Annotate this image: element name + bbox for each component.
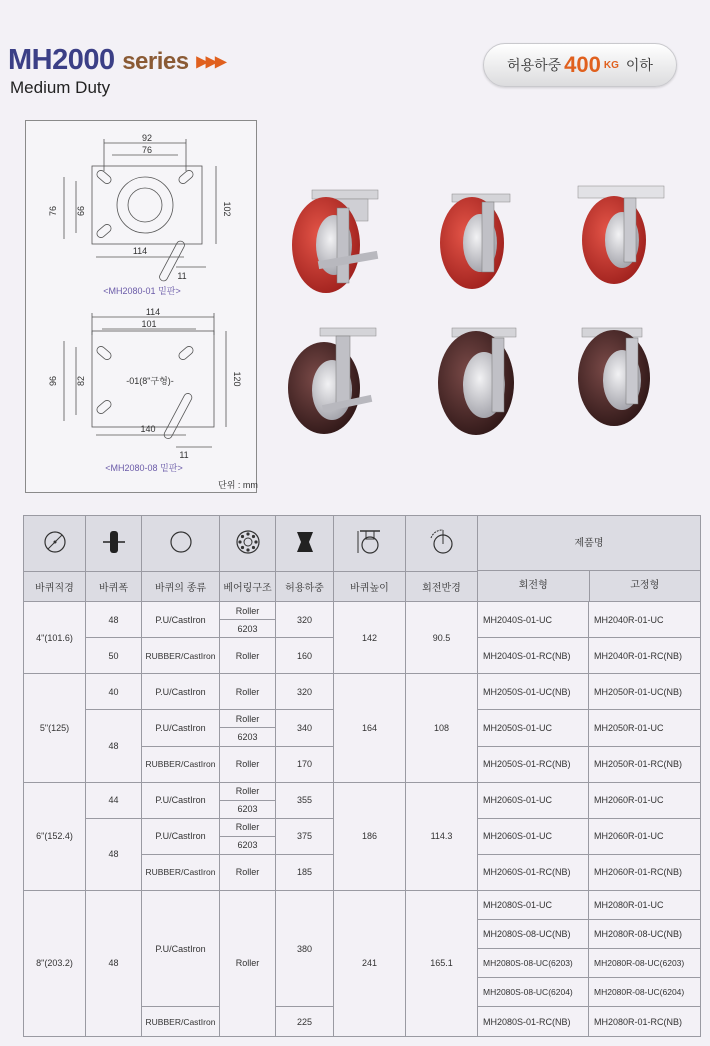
cell-swivel-product: MH2040S-01-RC(NB)	[478, 638, 589, 674]
cell-height: 164	[334, 674, 406, 782]
cell-rigid-product: MH2080R-08-UC(NB)	[589, 920, 701, 949]
cell-bearing: 6203	[220, 728, 276, 746]
product-name-header	[478, 516, 701, 602]
cell-bearing: Roller	[220, 674, 276, 710]
col-header-height: 바퀴높이	[334, 571, 406, 601]
cell-rigid-product: MH2080R-01-UC	[589, 891, 701, 920]
table-row	[24, 674, 701, 710]
wheel-height-icon	[356, 529, 384, 555]
col-header-radius: 회전반경	[406, 571, 478, 601]
col-header-load: 허용하중	[276, 571, 334, 601]
cell-swivel-product: MH2050S-01-UC	[478, 710, 589, 746]
cell-type: RUBBER/CastIron	[142, 638, 220, 674]
load-weight-icon	[294, 530, 316, 554]
icon-wheel-width	[86, 516, 142, 572]
cell-swivel-product: MH2060S-01-UC	[478, 782, 589, 818]
load-unit: KG	[603, 59, 619, 71]
cell-width: 44	[86, 782, 142, 818]
cell-rigid-product: MH2060R-01-UC	[589, 818, 701, 854]
swivel-radius-icon	[427, 528, 457, 556]
caster-swivel-brown	[438, 328, 516, 435]
cell-load: 320	[276, 602, 334, 638]
caster-swivel-red	[440, 194, 510, 289]
cell-load: 225	[276, 1007, 334, 1036]
dim-top-114: 114	[132, 246, 148, 256]
dim-bottom-h120: 120	[232, 371, 242, 387]
cell-radius: 108	[406, 674, 478, 782]
load-value: 400	[564, 52, 601, 77]
dim-top-11: 11	[177, 271, 187, 281]
top-plate-caption: <MH2080-01 밑판>	[103, 286, 181, 296]
top-plate-outer-circle	[117, 177, 173, 233]
cell-load: 380	[276, 891, 334, 1007]
caster-rigid-brown	[578, 328, 650, 426]
dim-top-h102: 102	[222, 201, 232, 217]
dim-top-92: 92	[141, 133, 153, 143]
cell-bearing: 6203	[220, 620, 276, 638]
icon-load	[276, 516, 334, 572]
cell-bearing: Roller	[220, 602, 276, 620]
col-header-bearing: 베어링구조	[220, 571, 276, 601]
cell-swivel-product: MH2040S-01-UC	[478, 602, 589, 638]
cell-rigid-product: MH2040R-01-UC	[589, 602, 701, 638]
cell-type: P.U/CastIron	[142, 782, 220, 818]
table-row	[24, 891, 701, 920]
cell-bearing: Roller	[220, 782, 276, 800]
caster-swivel-brake-red	[292, 190, 378, 293]
load-suffix: 이하	[625, 57, 653, 73]
cell-radius: 90.5	[406, 602, 478, 674]
cell-type: P.U/CastIron	[142, 891, 220, 1007]
cell-type: RUBBER/CastIron	[142, 854, 220, 890]
cell-bearing: Roller	[220, 710, 276, 728]
wheel-width-icon	[101, 530, 127, 554]
cell-load: 375	[276, 818, 334, 854]
unit-note: 단위 : mm	[218, 480, 258, 490]
cell-load: 170	[276, 746, 334, 782]
cell-swivel-product: MH2080S-01-UC	[478, 891, 589, 920]
dim-bottom-101: 101	[141, 319, 157, 329]
cell-rigid-product: MH2050R-01-UC(NB)	[589, 674, 701, 710]
dim-top-76: 76	[141, 145, 153, 155]
cell-width: 48	[86, 710, 142, 782]
cell-bearing: 6203	[220, 836, 276, 854]
cell-radius: 165.1	[406, 891, 478, 1037]
cell-width: 48	[86, 818, 142, 890]
cell-width: 50	[86, 638, 142, 674]
table-row	[24, 782, 701, 800]
icon-wheel-height	[334, 516, 406, 572]
cell-swivel-product: MH2080S-08-UC(6203)	[478, 949, 589, 978]
spec-table	[23, 515, 701, 1037]
cell-swivel-product: MH2080S-08-UC(6204)	[478, 978, 589, 1007]
cell-bearing: Roller	[220, 891, 276, 1037]
cell-load: 340	[276, 710, 334, 746]
cell-load: 355	[276, 782, 334, 818]
cell-swivel-product: MH2060S-01-RC(NB)	[478, 854, 589, 890]
top-plate-inner-circle	[128, 188, 162, 222]
cell-rigid-product: MH2080R-08-UC(6203)	[589, 949, 701, 978]
dim-top-h66: 66	[76, 205, 86, 217]
cell-width: 40	[86, 674, 142, 710]
dim-bottom-140: 140	[140, 424, 156, 434]
cell-swivel-product: MH2050S-01-RC(NB)	[478, 746, 589, 782]
cell-bearing: Roller	[220, 746, 276, 782]
cell-bearing: Roller	[220, 854, 276, 890]
cell-rigid-product: MH2050R-01-RC(NB)	[589, 746, 701, 782]
cell-rigid-product: MH2080R-08-UC(6204)	[589, 978, 701, 1007]
rigid-type-header: 고정형	[630, 580, 660, 591]
mounting-plate-drawing	[25, 120, 257, 493]
cell-load: 160	[276, 638, 334, 674]
cell-rigid-product: MH2060R-01-UC	[589, 782, 701, 818]
cell-load: 320	[276, 674, 334, 710]
subtitle: Medium Duty	[10, 78, 111, 97]
cell-swivel-product: MH2080S-08-UC(NB)	[478, 920, 589, 949]
dim-top-h76: 76	[48, 205, 58, 217]
icon-swivel-radius	[406, 516, 478, 572]
cell-width: 48	[86, 891, 142, 1037]
wheel-type-icon	[169, 530, 193, 554]
icon-wheel-type	[142, 516, 220, 572]
table-row	[24, 602, 701, 620]
bottom-plate-caption: <MH2080-08 밑판>	[105, 463, 183, 473]
cell-height: 186	[334, 782, 406, 890]
series-word: series	[122, 48, 189, 75]
dim-bottom-h96: 96	[48, 375, 58, 387]
cell-rigid-product: MH2050R-01-UC	[589, 710, 701, 746]
cell-load: 185	[276, 854, 334, 890]
col-header-width: 바퀴폭	[86, 571, 142, 601]
bearing-icon	[235, 529, 261, 555]
icon-bearing	[220, 516, 276, 572]
bottom-plate-center-label: -01(8"구형)-	[126, 376, 174, 386]
cell-type: P.U/CastIron	[142, 818, 220, 854]
cell-diameter: 8"(203.2)	[24, 891, 86, 1037]
cell-bearing: 6203	[220, 800, 276, 818]
cell-type: P.U/CastIron	[142, 674, 220, 710]
cell-diameter: 4"(101.6)	[24, 602, 86, 674]
dim-bottom-114: 114	[145, 307, 161, 317]
icon-wheel-diameter	[24, 516, 86, 572]
cell-rigid-product: MH2080R-01-RC(NB)	[589, 1007, 701, 1036]
load-prefix: 허용하중	[507, 57, 562, 73]
cell-bearing: Roller	[220, 638, 276, 674]
cell-type: RUBBER/CastIron	[142, 746, 220, 782]
arrow-icons: ▶▶▶	[196, 53, 225, 71]
cell-radius: 114.3	[406, 782, 478, 890]
dim-bottom-h82: 82	[76, 375, 86, 387]
model-name: MH2000	[8, 44, 115, 76]
swivel-type-header: 회전형	[478, 571, 590, 601]
cell-type: P.U/CastIron	[142, 602, 220, 638]
load-capacity-badge	[483, 43, 677, 87]
cell-diameter: 5"(125)	[24, 674, 86, 782]
cell-swivel-product: MH2060S-01-UC	[478, 818, 589, 854]
col-header-diameter: 바퀴직경	[24, 571, 86, 601]
product-name-label: 제품명	[478, 516, 700, 571]
cell-height: 142	[334, 602, 406, 674]
dim-bottom-11: 11	[179, 450, 189, 460]
caster-swivel-brake-brown	[288, 328, 376, 434]
cell-rigid-product: MH2060R-01-RC(NB)	[589, 854, 701, 890]
cell-type: RUBBER/CastIron	[142, 1007, 220, 1036]
cell-diameter: 6"(152.4)	[24, 782, 86, 890]
series-title	[8, 44, 224, 77]
caster-rigid-red	[578, 186, 664, 284]
col-header-type: 바퀴의 종류	[142, 571, 220, 601]
cell-rigid-product: MH2040R-01-RC(NB)	[589, 638, 701, 674]
cell-bearing: Roller	[220, 818, 276, 836]
cell-height: 241	[334, 891, 406, 1037]
cell-swivel-product: MH2080S-01-RC(NB)	[478, 1007, 589, 1036]
cell-type: P.U/CastIron	[142, 710, 220, 746]
cell-swivel-product: MH2050S-01-UC(NB)	[478, 674, 589, 710]
cell-width: 48	[86, 602, 142, 638]
wheel-diameter-icon	[43, 530, 67, 554]
product-photos	[282, 178, 682, 448]
